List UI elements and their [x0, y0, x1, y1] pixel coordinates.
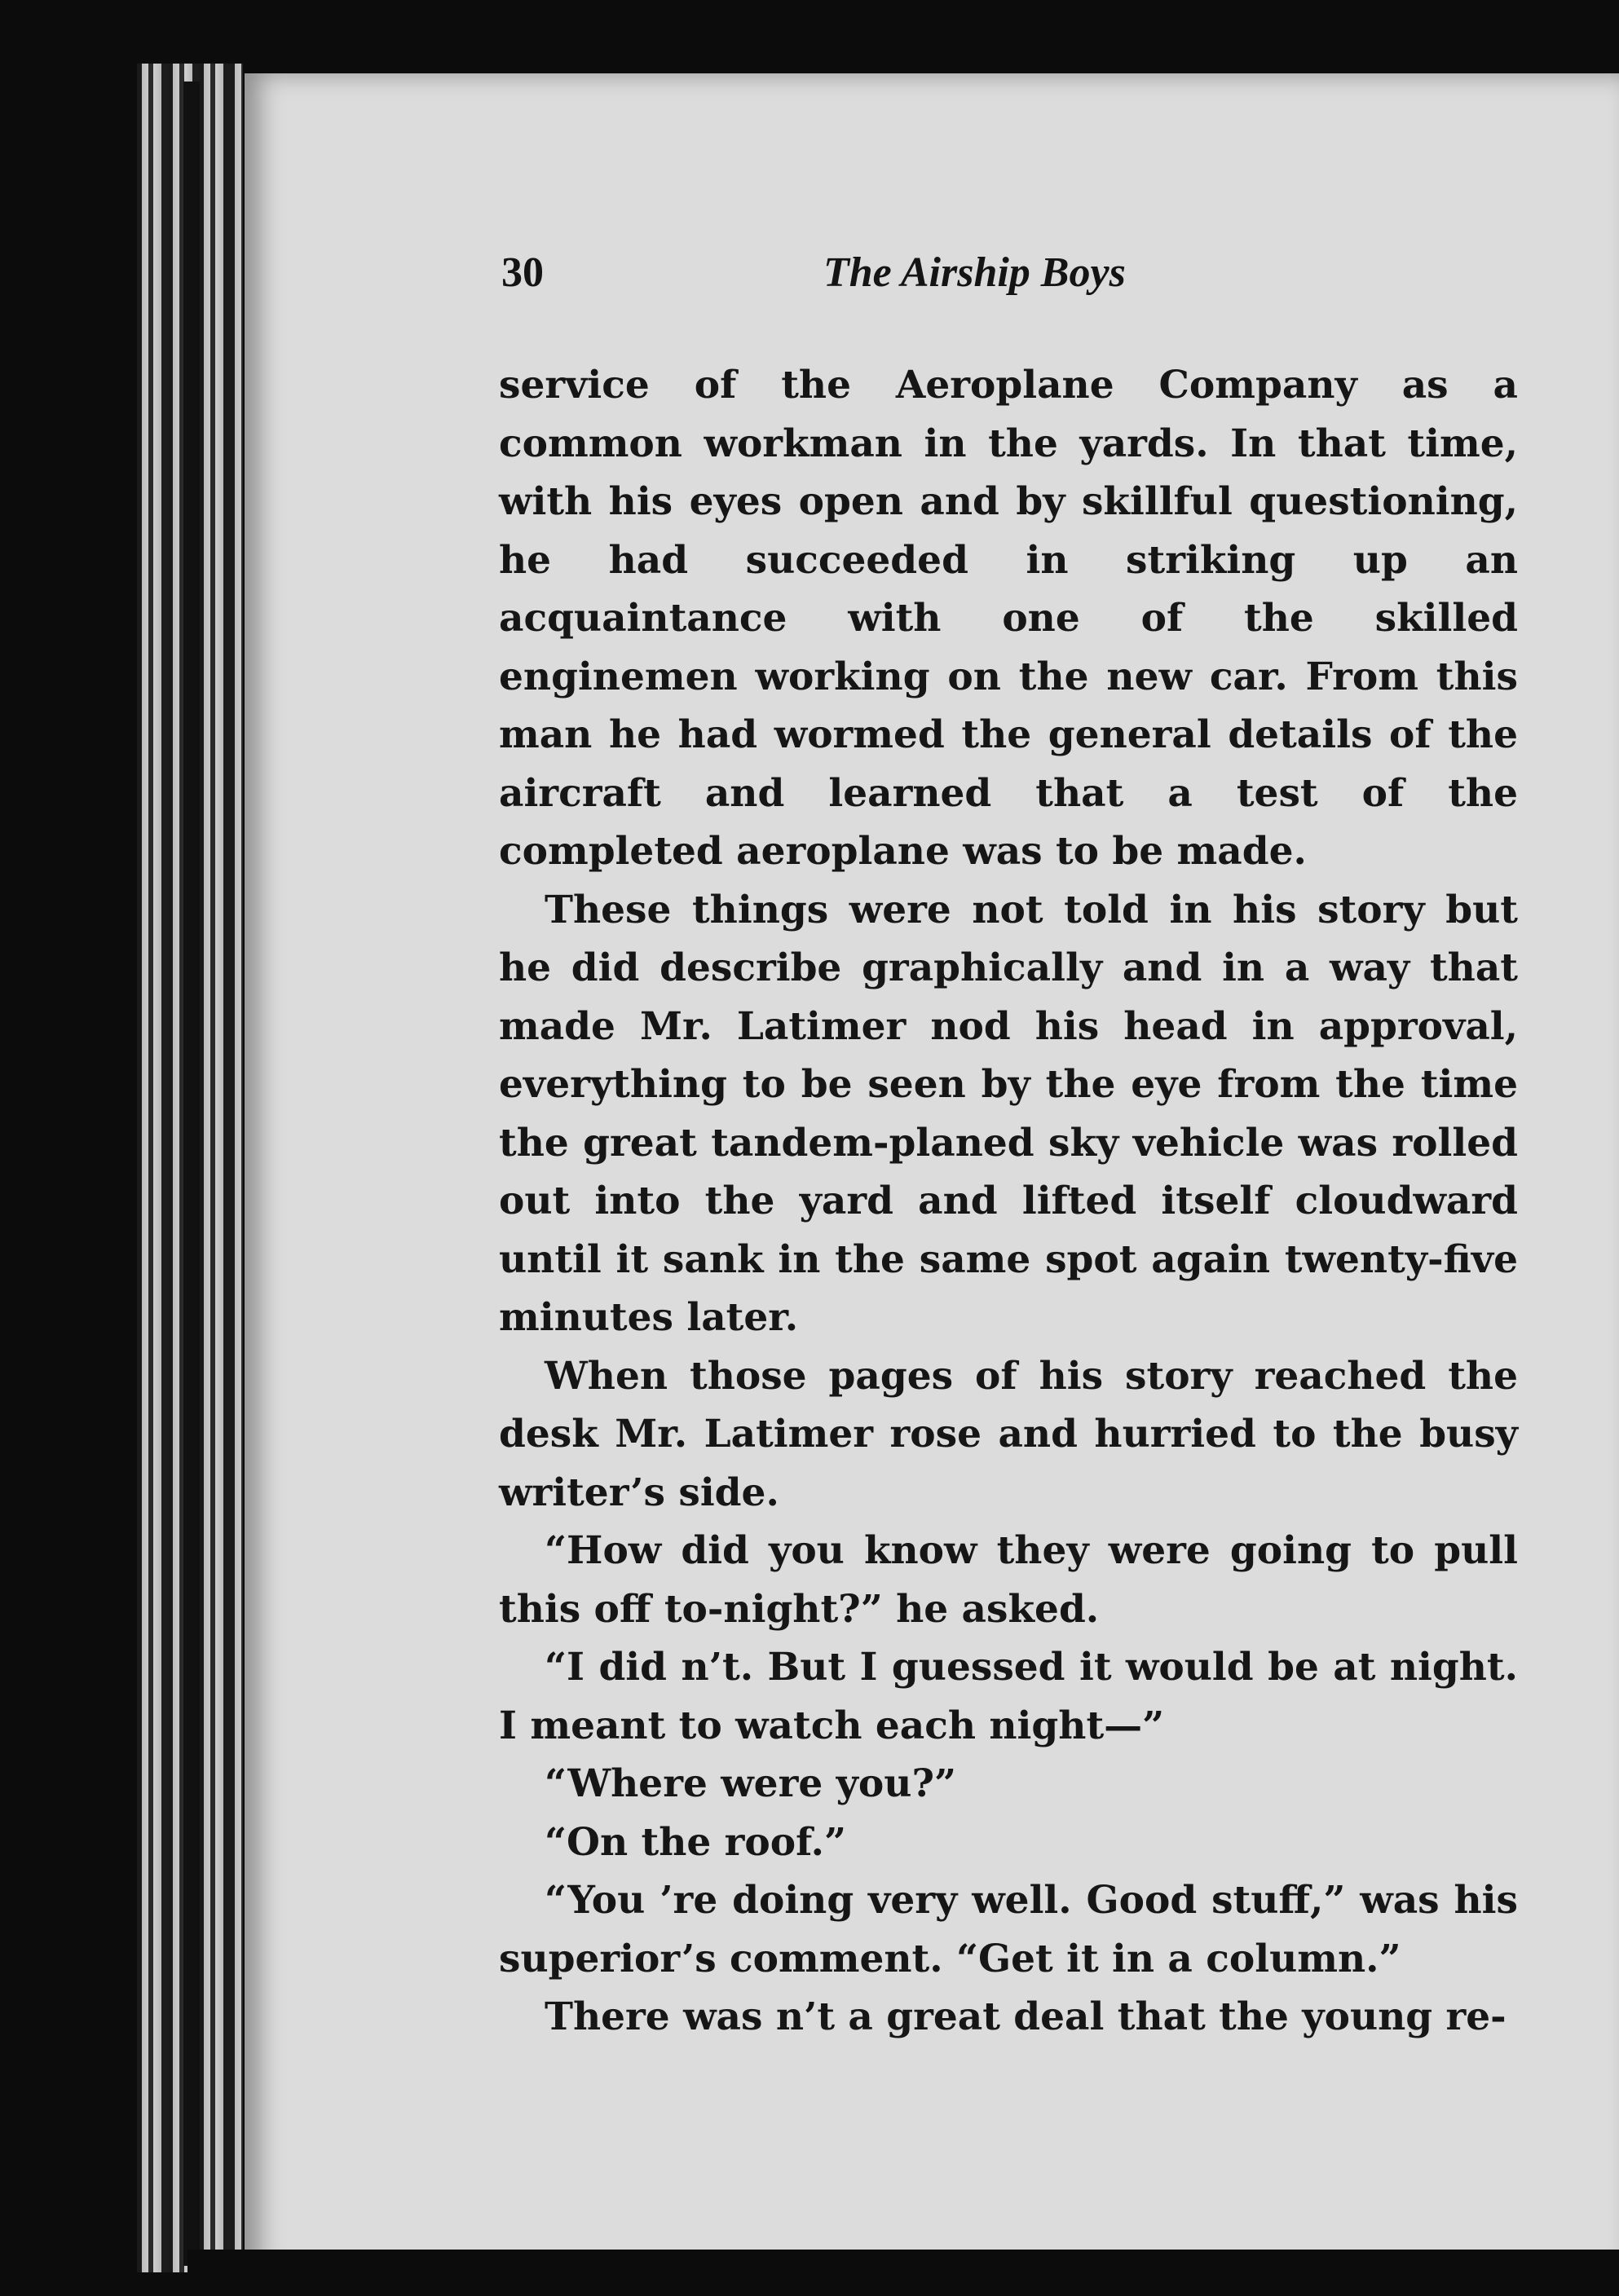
- paragraph: “On the roof.”: [545, 1819, 847, 1865]
- binding-shadow: [183, 82, 200, 2266]
- paragraph: “You ’re doing very well. Good stuff,” was his superior’s comment. “Get it in a column.”: [499, 1878, 1518, 1981]
- running-header: [501, 249, 1512, 306]
- paragraph: There was n’t a great deal that the young re-: [545, 1994, 1507, 2039]
- paragraph: These things were not told in his story but he did describe graphically and in a way that made Mr. Latimer nod his head in approval, everything to be seen by the eye from the time the great tandem-planed sky vehicle was rolled out into the yard and lifted itself cloudward until it sank in the same spot again twenty-five minutes later.: [499, 887, 1518, 1340]
- page-number: 30: [501, 249, 544, 296]
- bottom-edge: [187, 2250, 1619, 2296]
- paragraph: “Where were you?”: [545, 1761, 957, 1806]
- running-title: The Airship Boys: [823, 249, 1126, 296]
- body-text: [499, 356, 1518, 2047]
- paragraph: When those pages of his story reached the desk Mr. Latimer rose and hurried to the busy writer’s side.: [499, 1353, 1518, 1515]
- paragraph: “I did n’t. But I guessed it would be at night. I meant to watch each night—”: [499, 1645, 1518, 1748]
- paragraph: “How did you know they were going to pull this off to-night?” he asked.: [499, 1528, 1518, 1632]
- paragraph: service of the Aeroplane Company as a common workman in the yards. In that time, with his eyes open and by skillful questioning, he had succeeded in striking up an acquaintance with one of the skilled enginemen working on the new car. From this man he had wormed the general details of the aircraft and learned that a test of the completed aeroplane was to be made.: [499, 363, 1518, 874]
